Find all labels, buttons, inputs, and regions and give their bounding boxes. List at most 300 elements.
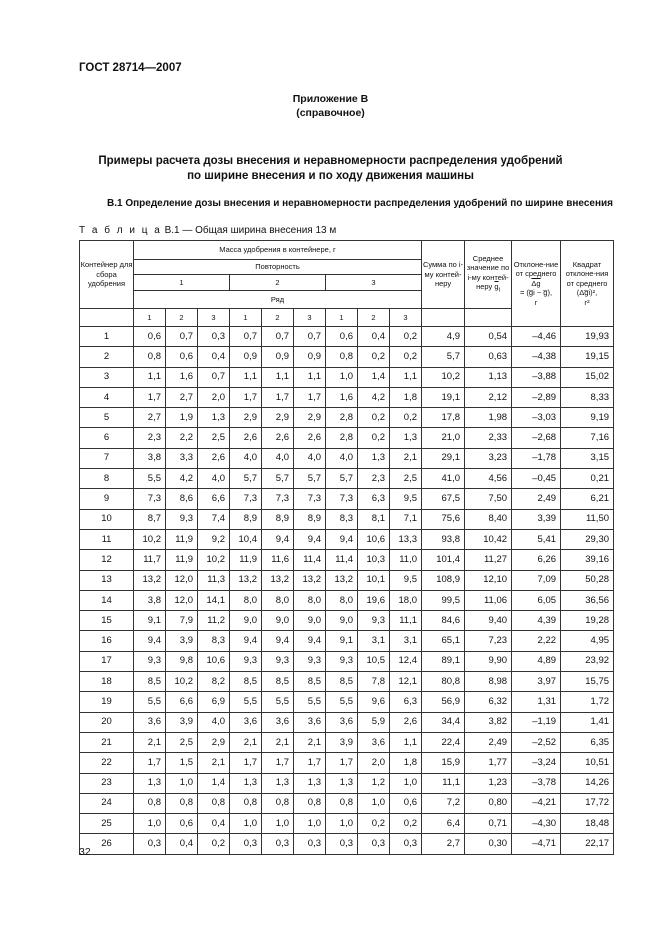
page-number: 32: [79, 846, 91, 858]
table-cell: 10,2: [134, 529, 166, 549]
table-cell: –3,24: [512, 753, 561, 773]
header-sum: Сумма по i-му контей-неру: [422, 241, 465, 309]
table-cell: 1,9: [166, 408, 198, 428]
table-cell: 1,8: [390, 387, 422, 407]
container-number-cell: 21: [80, 732, 134, 752]
table-cell: –1,19: [512, 712, 561, 732]
table-cell: 0,8: [198, 793, 230, 813]
table-cell: 0,6: [326, 327, 358, 347]
table-row: [80, 692, 614, 712]
table-cell: 0,9: [294, 347, 326, 367]
header-deviation-unit: г: [534, 297, 538, 307]
table-cell: 1,5: [166, 753, 198, 773]
table-cell: 0,63: [465, 347, 512, 367]
table-cell: 7,16: [561, 428, 614, 448]
table-cell: 1,72: [561, 692, 614, 712]
table-cell: 4,89: [512, 651, 561, 671]
header-row-num: 3: [294, 309, 326, 327]
table-cell: 5,7: [326, 469, 358, 489]
container-number-cell: 13: [80, 570, 134, 590]
document-header: ГОСТ 28714—2007: [79, 62, 182, 74]
container-number-cell: 16: [80, 631, 134, 651]
table-cell: 3,6: [326, 712, 358, 732]
appendix-subtitle: (справочное): [296, 107, 365, 119]
table-cell: 7,3: [294, 489, 326, 509]
table-cell: 0,2: [358, 408, 390, 428]
table-cell: 19,28: [561, 611, 614, 631]
header-deviation: [512, 241, 561, 327]
table-row: [80, 672, 614, 692]
table-cell: 9,3: [166, 509, 198, 529]
table-cell: 0,6: [166, 814, 198, 834]
table-cell: 10,51: [561, 753, 614, 773]
header-deviation-symbol: $\overline{\Delta g}$: [531, 278, 541, 288]
table-cell: 80,8: [422, 672, 465, 692]
table-cell: 12,0: [166, 570, 198, 590]
table-cell: 3,9: [166, 631, 198, 651]
header-mean-sub: i: [498, 286, 500, 294]
table-cell: 3,6: [262, 712, 294, 732]
table-cell: 0,71: [465, 814, 512, 834]
table-cell: 3,3: [166, 448, 198, 468]
table-cell: 8,98: [465, 672, 512, 692]
table-cell: 0,9: [230, 347, 262, 367]
header-row-num: 3: [390, 309, 422, 327]
table-cell: 11,9: [230, 550, 262, 570]
table-cell: 2,1: [390, 448, 422, 468]
table-cell: 3,6: [358, 732, 390, 752]
header-mean-label: Среднее значение по i-му контей-нерy: [466, 253, 510, 292]
table-cell: 3,6: [134, 712, 166, 732]
table-cell: 2,5: [198, 428, 230, 448]
table-cell: 13,2: [262, 570, 294, 590]
table-cell: 1,7: [134, 387, 166, 407]
table-cell: 5,5: [230, 692, 262, 712]
header-blank-mean: [465, 309, 512, 327]
table-row: [80, 408, 614, 428]
table-cell: 2,22: [512, 631, 561, 651]
table-cell: 1,3: [390, 428, 422, 448]
table-cell: 4,2: [358, 387, 390, 407]
header-blank-sum: [422, 309, 465, 327]
table-cell: 7,3: [326, 489, 358, 509]
table-cell: 1,7: [134, 753, 166, 773]
header-row-num: 1: [326, 309, 358, 327]
table-cell: 2,3: [134, 428, 166, 448]
table-cell: 9,0: [326, 611, 358, 631]
table-cell: 0,21: [561, 469, 614, 489]
table-cell: 6,32: [465, 692, 512, 712]
table-cell: 6,6: [198, 489, 230, 509]
table-cell: 1,1: [390, 367, 422, 387]
table-cell: 3,9: [166, 712, 198, 732]
table-cell: 0,4: [358, 327, 390, 347]
table-cell: 5,7: [422, 347, 465, 367]
table-cell: 8,9: [230, 509, 262, 529]
table-cell: 1,41: [561, 712, 614, 732]
container-number-cell: 6: [80, 428, 134, 448]
table-cell: 4,0: [198, 469, 230, 489]
table-cell: 9,1: [326, 631, 358, 651]
table-cell: 11,1: [390, 611, 422, 631]
table-cell: 3,1: [390, 631, 422, 651]
table-cell: 10,42: [465, 529, 512, 549]
container-number-cell: 11: [80, 529, 134, 549]
table-cell: 5,41: [512, 529, 561, 549]
table-cell: 7,3: [230, 489, 262, 509]
table-row: [80, 712, 614, 732]
table-cell: 0,6: [166, 347, 198, 367]
table-cell: 2,5: [390, 469, 422, 489]
table-cell: 1,2: [358, 773, 390, 793]
table-cell: 0,3: [390, 834, 422, 854]
table-row: [80, 367, 614, 387]
table-cell: 0,2: [358, 814, 390, 834]
header-square-unit: г²: [584, 297, 590, 307]
table-cell: 11,06: [465, 590, 512, 610]
table-cell: 7,9: [166, 611, 198, 631]
table-cell: 0,3: [326, 834, 358, 854]
table-cell: 11,6: [262, 550, 294, 570]
table-row: [80, 347, 614, 367]
table-cell: 2,9: [230, 408, 262, 428]
table-cell: 3,9: [326, 732, 358, 752]
table-cell: 10,4: [230, 529, 262, 549]
table-cell: 11,50: [561, 509, 614, 529]
table-cell: 0,7: [262, 327, 294, 347]
table-cell: 19,15: [561, 347, 614, 367]
table-cell: 1,3: [198, 408, 230, 428]
table-cell: 11,3: [198, 570, 230, 590]
table-cell: 10,6: [358, 529, 390, 549]
table-cell: 8,9: [262, 509, 294, 529]
table-cell: 0,2: [358, 347, 390, 367]
table-cell: 15,02: [561, 367, 614, 387]
table-row: [80, 529, 614, 549]
table-cell: 0,8: [166, 793, 198, 813]
table-cell: 0,6: [390, 793, 422, 813]
table-cell: 11,1: [422, 773, 465, 793]
table-cell: 8,5: [230, 672, 262, 692]
table-cell: 1,3: [134, 773, 166, 793]
table-cell: 1,8: [390, 753, 422, 773]
table-cell: 0,8: [134, 793, 166, 813]
appendix-title: Приложение В: [292, 93, 369, 105]
table-cell: 2,9: [262, 408, 294, 428]
appendix-heading: [0, 92, 661, 120]
table-cell: 1,7: [294, 387, 326, 407]
table-cell: 5,5: [262, 692, 294, 712]
table-cell: 8,5: [134, 672, 166, 692]
table-cell: 1,4: [358, 367, 390, 387]
container-number-cell: 26: [80, 834, 134, 854]
table-cell: 6,05: [512, 590, 561, 610]
table-cell: 19,93: [561, 327, 614, 347]
table-row: [80, 611, 614, 631]
table-cell: 0,3: [230, 834, 262, 854]
header-row-num: 2: [262, 309, 294, 327]
table-cell: 4,0: [294, 448, 326, 468]
data-table: [79, 240, 614, 855]
table-cell: 10,2: [198, 550, 230, 570]
header-deviation-label: Отклоне-ние от среднего: [513, 259, 559, 279]
table-cell: 3,6: [230, 712, 262, 732]
header-repeat-2: 2: [230, 275, 326, 291]
table-cell: 2,49: [465, 732, 512, 752]
table-row: [80, 773, 614, 793]
table-cell: 101,4: [422, 550, 465, 570]
table-cell: 108,9: [422, 570, 465, 590]
table-cell: 9,4: [294, 631, 326, 651]
header-row-num: 2: [358, 309, 390, 327]
table-cell: 8,40: [465, 509, 512, 529]
table-row: [80, 651, 614, 671]
table-cell: 0,2: [390, 347, 422, 367]
table-cell: 19,1: [422, 387, 465, 407]
table-cell: 1,0: [390, 773, 422, 793]
table-cell: 9,4: [262, 529, 294, 549]
table-cell: 1,7: [326, 753, 358, 773]
table-row: [80, 793, 614, 813]
container-number-cell: 20: [80, 712, 134, 732]
header-square-label: Квадрат отклоне-ния от среднего: [565, 259, 609, 288]
table-cell: 9,5: [390, 570, 422, 590]
table-cell: 1,0: [134, 814, 166, 834]
table-cell: 17,72: [561, 793, 614, 813]
table-cell: 2,6: [294, 428, 326, 448]
table-cell: –4,21: [512, 793, 561, 813]
table-cell: –2,52: [512, 732, 561, 752]
table-cell: 15,9: [422, 753, 465, 773]
table-cell: 9,40: [465, 611, 512, 631]
table-cell: 1,6: [166, 367, 198, 387]
table-cell: 4,0: [198, 712, 230, 732]
table-cell: 1,3: [294, 773, 326, 793]
header-deviation-formula: = (g̅i − g̅),: [519, 288, 553, 298]
table-cell: 7,2: [422, 793, 465, 813]
table-cell: 22,4: [422, 732, 465, 752]
table-cell: 9,3: [134, 651, 166, 671]
table-cell: 11,9: [166, 550, 198, 570]
table-cell: 0,80: [465, 793, 512, 813]
table-cell: 9,0: [230, 611, 262, 631]
table-cell: 1,0: [358, 793, 390, 813]
table-cell: 6,4: [422, 814, 465, 834]
table-row: [80, 732, 614, 752]
table-cell: 14,26: [561, 773, 614, 793]
table-cell: 2,0: [358, 753, 390, 773]
header-mean: [465, 241, 512, 309]
table-cell: 7,3: [262, 489, 294, 509]
table-cell: 0,2: [390, 327, 422, 347]
container-number-cell: 15: [80, 611, 134, 631]
table-cell: 9,19: [561, 408, 614, 428]
table-cell: 0,8: [326, 793, 358, 813]
header-repeat-1: 1: [134, 275, 230, 291]
table-cell: 6,21: [561, 489, 614, 509]
table-cell: 2,7: [422, 834, 465, 854]
table-cell: 0,54: [465, 327, 512, 347]
container-number-cell: 22: [80, 753, 134, 773]
table-cell: 0,2: [390, 408, 422, 428]
table-cell: 2,3: [358, 469, 390, 489]
table-cell: 50,28: [561, 570, 614, 590]
table-cell: 2,8: [326, 428, 358, 448]
table-cell: 13,2: [294, 570, 326, 590]
table-cell: 29,1: [422, 448, 465, 468]
table-cell: 1,1: [230, 367, 262, 387]
table-cell: 5,5: [294, 692, 326, 712]
table-cell: 1,1: [294, 367, 326, 387]
table-cell: 99,5: [422, 590, 465, 610]
table-cell: 3,8: [134, 448, 166, 468]
table-cell: 11,27: [465, 550, 512, 570]
table-row: [80, 834, 614, 854]
header-container: Контейнер для сбора удобрения: [80, 241, 134, 309]
table-cell: 0,2: [358, 428, 390, 448]
table-cell: 5,9: [358, 712, 390, 732]
container-number-cell: 1: [80, 327, 134, 347]
table-cell: 1,0: [166, 773, 198, 793]
table-row: [80, 570, 614, 590]
table-cell: 22,17: [561, 834, 614, 854]
table-cell: 0,8: [326, 347, 358, 367]
table-cell: 18,0: [390, 590, 422, 610]
table-cell: 9,3: [230, 651, 262, 671]
table-cell: 2,12: [465, 387, 512, 407]
table-row: [80, 327, 614, 347]
table-cell: 0,3: [134, 834, 166, 854]
container-number-cell: 4: [80, 387, 134, 407]
table-cell: 10,1: [358, 570, 390, 590]
table-cell: 1,1: [390, 732, 422, 752]
table-cell: 9,0: [262, 611, 294, 631]
table-cell: 2,0: [198, 387, 230, 407]
table-cell: 1,3: [230, 773, 262, 793]
table-cell: 19,6: [358, 590, 390, 610]
table-row: [80, 631, 614, 651]
table-cell: –2,68: [512, 428, 561, 448]
table-cell: 5,7: [262, 469, 294, 489]
document-title: [0, 154, 661, 184]
table-cell: 2,9: [198, 732, 230, 752]
table-cell: 11,7: [134, 550, 166, 570]
table-cell: 75,6: [422, 509, 465, 529]
table-cell: 5,5: [134, 469, 166, 489]
table-cell: 10,2: [166, 672, 198, 692]
table-cell: 11,9: [166, 529, 198, 549]
table-cell: 3,1: [358, 631, 390, 651]
table-cell: 1,7: [230, 387, 262, 407]
table-cell: 0,3: [294, 834, 326, 854]
table-cell: 12,1: [390, 672, 422, 692]
title-line-1: Примеры расчета дозы внесения и неравномерности распределения удобрений: [98, 155, 563, 167]
table-cell: 93,8: [422, 529, 465, 549]
table-cell: 8,0: [262, 590, 294, 610]
table-cell: 3,82: [465, 712, 512, 732]
table-cell: 0,8: [294, 793, 326, 813]
table-caption-label: Т а б л и ц а: [79, 225, 162, 236]
table-cell: 0,8: [262, 793, 294, 813]
table-cell: 8,6: [166, 489, 198, 509]
table-row: [80, 428, 614, 448]
table-cell: 36,56: [561, 590, 614, 610]
table-cell: 6,3: [390, 692, 422, 712]
table-cell: 41,0: [422, 469, 465, 489]
table-row: [80, 509, 614, 529]
table-cell: 4,0: [262, 448, 294, 468]
container-number-cell: 5: [80, 408, 134, 428]
table-cell: 8,5: [294, 672, 326, 692]
header-repeat-3: 3: [326, 275, 422, 291]
table-cell: 10,6: [198, 651, 230, 671]
table-cell: 17,8: [422, 408, 465, 428]
header-row-num: 1: [134, 309, 166, 327]
header-square-symbol: (Δg̅i)²: [576, 288, 596, 298]
table-cell: 13,2: [326, 570, 358, 590]
table-cell: 14,1: [198, 590, 230, 610]
table-cell: 0,2: [390, 814, 422, 834]
table-row: [80, 448, 614, 468]
table-cell: 39,16: [561, 550, 614, 570]
table-cell: 1,3: [358, 448, 390, 468]
table-cell: 3,23: [465, 448, 512, 468]
container-number-cell: 7: [80, 448, 134, 468]
table-cell: 1,7: [262, 387, 294, 407]
table-cell: 7,4: [198, 509, 230, 529]
table-cell: 10,5: [358, 651, 390, 671]
header-mass: Масса удобрения в контейнере, г: [134, 241, 422, 260]
table-cell: 0,7: [198, 367, 230, 387]
table-cell: 1,0: [262, 814, 294, 834]
table-cell: 9,3: [262, 651, 294, 671]
table-cell: 10,3: [358, 550, 390, 570]
table-cell: 84,6: [422, 611, 465, 631]
table-cell: 5,5: [326, 692, 358, 712]
table-cell: 3,15: [561, 448, 614, 468]
container-number-cell: 12: [80, 550, 134, 570]
table-cell: 8,3: [326, 509, 358, 529]
table-cell: 56,9: [422, 692, 465, 712]
container-number-cell: 2: [80, 347, 134, 367]
header-row-num: 2: [166, 309, 198, 327]
table-cell: 0,4: [166, 834, 198, 854]
table-cell: –2,89: [512, 387, 561, 407]
container-number-cell: 18: [80, 672, 134, 692]
table-cell: 7,8: [358, 672, 390, 692]
table-cell: 9,90: [465, 651, 512, 671]
table-cell: 7,50: [465, 489, 512, 509]
table-cell: 5,7: [294, 469, 326, 489]
table-cell: 1,13: [465, 367, 512, 387]
table-cell: 2,6: [230, 428, 262, 448]
table-cell: 1,0: [326, 367, 358, 387]
table-row: [80, 590, 614, 610]
table-cell: 13,3: [390, 529, 422, 549]
header-repeat: Повторность: [134, 260, 422, 275]
table-cell: 0,8: [134, 347, 166, 367]
container-number-cell: 14: [80, 590, 134, 610]
table-cell: 6,6: [166, 692, 198, 712]
table-cell: 9,6: [358, 692, 390, 712]
table-cell: 2,2: [166, 428, 198, 448]
table-cell: 4,39: [512, 611, 561, 631]
table-cell: 2,1: [262, 732, 294, 752]
table-cell: 12,10: [465, 570, 512, 590]
table-cell: 21,0: [422, 428, 465, 448]
table-cell: –3,03: [512, 408, 561, 428]
table-cell: 0,3: [262, 834, 294, 854]
